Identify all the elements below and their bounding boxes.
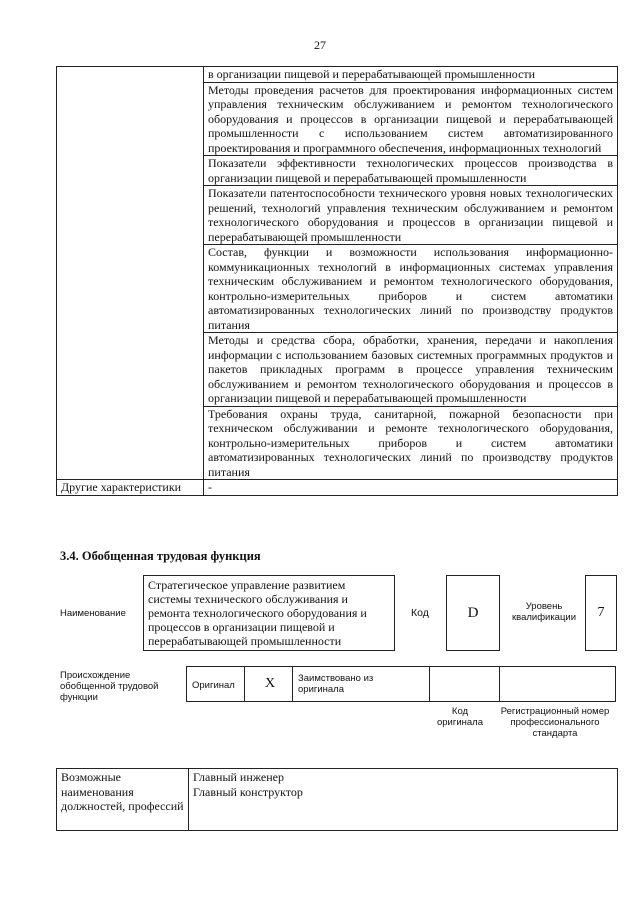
knowledge-item: Методы и средства сбора, обработки, хранения, передачи и накопления информации с использованием базовых системных программных продуктов и пакетов прикладных программ в процессе управления техническим обслуживанием и ремонтом технологического оборудования и процессов в организации пищевой и перерабатывающей промышленности <box>204 333 618 407</box>
qualification-level-box: 7 <box>585 575 617 651</box>
knowledge-left-cell <box>57 67 204 480</box>
table-row <box>57 480 618 496</box>
positions-table <box>56 768 618 831</box>
knowledge-item: Методы проведения расчетов для проектирования информационных систем управления техническим обслуживанием и ремонтом технологического оборудования и процессов в организации пищевой и перерабатывающей промышленности с использованием систем автоматизированного проектирования и программного обеспечения, информационных технологий <box>204 82 618 156</box>
function-name-box: Стратегическое управление развитием системы технического обслуживания и ремонта технологического оборудования и процессов в организации пищевой и перерабатывающей промышленности <box>143 575 395 651</box>
knowledge-item: Показатели эффективности технологических процессов производства в организации пищевой и перерабатывающей промышленности <box>204 156 618 186</box>
knowledge-item: Требования охраны труда, санитарной, пожарной безопасности при техническом обслуживании и ремонте технологического оборудования, контрольно-измерительных приборов и систем автоматики автоматизированных технологических линий по производству продуктов питания <box>204 406 618 480</box>
positions-label: Возможные наименования должностей, профессий <box>57 769 189 831</box>
positions-values <box>189 769 618 831</box>
position-item: Главный конструктор <box>193 784 303 799</box>
knowledge-item: Показатели патентоспособности технического уровня новых технологических решений, технологий управления техническим обслуживанием и ремонтом технологического оборудования и процессов в организации пищевой и перерабатывающей промышленности <box>204 186 618 245</box>
section-title: 3.4. Обобщенная трудовая функция <box>60 549 261 563</box>
original-mark-cell <box>245 667 293 701</box>
borrowed-label: Заимствовано из оригинала <box>298 673 374 695</box>
function-code-box: D <box>446 575 500 651</box>
qualification-level-label: Уровень квалификации <box>511 601 577 623</box>
knowledge-table <box>56 66 618 496</box>
original-mark: X <box>265 676 276 691</box>
original-label-cell <box>187 667 245 701</box>
table-row <box>57 769 618 831</box>
origin-row <box>186 666 616 702</box>
knowledge-item: Состав, функции и возможности использования информационно-коммуникационных технологий в информационных системах управления техническим обслуживанием и ремонтом технологического оборудования, контрольно-измерительных приборов и систем автоматики автоматизированных технологических линий по производству продуктов питания <box>204 245 618 333</box>
original-code-cell <box>430 667 500 701</box>
origin-label: Происхождение обобщенной трудовой функции <box>60 670 159 703</box>
page-number: 27 <box>314 38 326 52</box>
original-code-caption: Код оригинала <box>436 706 483 728</box>
table-row <box>57 67 618 83</box>
registration-number-cell <box>500 667 615 701</box>
other-characteristics-value: - <box>204 480 618 496</box>
borrowed-cell <box>293 667 430 701</box>
name-label: Наименование <box>60 608 126 619</box>
code-label: Код <box>411 607 429 619</box>
other-characteristics-label: Другие характеристики <box>57 480 204 496</box>
registration-number-caption: Регистрационный номер профессионального стандарта <box>500 706 610 739</box>
position-item: Главный инженер <box>193 770 284 784</box>
original-label: Оригинал <box>192 680 235 691</box>
knowledge-item: в организации пищевой и перерабатывающей промышленности <box>204 67 618 83</box>
